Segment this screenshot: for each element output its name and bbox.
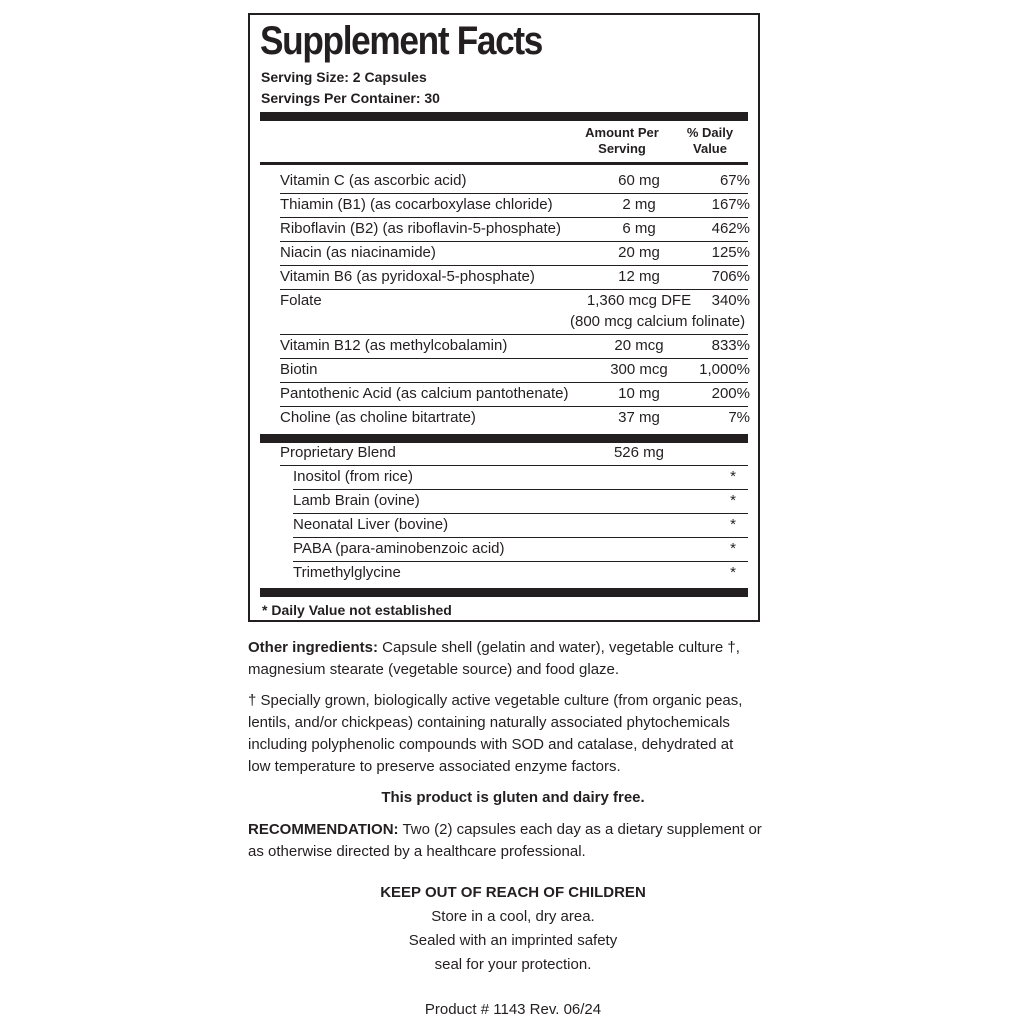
nutrient-amount: 6 mg — [622, 220, 656, 237]
blend-ingredient: Lamb Brain (ovine) — [293, 492, 420, 509]
header-divider — [260, 162, 748, 165]
nutrient-note: (800 mcg calcium folinate) — [570, 313, 746, 330]
nutrient-daily-value: 340% — [711, 292, 750, 309]
other-ingredients-label: Other ingredients: — [248, 639, 379, 656]
blend-ingredient: Inositol (from rice) — [293, 468, 414, 485]
row-divider — [280, 265, 748, 266]
row-divider — [293, 489, 748, 490]
row-divider — [280, 382, 748, 383]
recommendation-label: RECOMMENDATION: — [248, 821, 399, 838]
blend-ingredient: PABA (para-aminobenzoic acid) — [293, 540, 505, 557]
nutrient-amount: 20 mcg — [614, 337, 664, 354]
nutrient-name: Vitamin B6 (as pyridoxal-5-phosphate) — [280, 268, 535, 285]
nutrient-daily-value: 67% — [719, 172, 750, 189]
nutrient-name: Pantothenic Acid (as calcium pantothenate) — [280, 385, 569, 402]
blend-amount: 526 mg — [613, 444, 665, 461]
row-divider — [280, 217, 748, 218]
blend-ingredient: Trimethylglycine — [293, 564, 401, 581]
servings-per-container: Servings Per Container: 30 — [261, 90, 440, 106]
row-divider — [293, 561, 748, 562]
panel-title: Supplement Facts — [260, 19, 543, 63]
recommendation-line2: as otherwise directed by a healthcare professional. — [248, 843, 586, 860]
row-divider — [293, 537, 748, 538]
nutrient-name: Thiamin (B1) (as cocarboxylase chloride) — [280, 196, 553, 213]
recommendation-line1: Two (2) capsules each day as a dietary supplement or — [398, 821, 762, 838]
blend-ingredient: Neonatal Liver (bovine) — [293, 516, 449, 533]
storage-instruction: Store in a cool, dry area. — [431, 908, 595, 925]
serving-size: Serving Size: 2 Capsules — [261, 69, 427, 85]
amount-header: Amount Per Serving — [585, 125, 659, 156]
daily-value-header: % Daily Value — [686, 125, 734, 156]
nutrient-amount: 20 mg — [618, 244, 660, 261]
nutrient-name: Choline (as choline bitartrate) — [280, 409, 476, 426]
keep-out-warning: KEEP OUT OF REACH OF CHILDREN — [380, 884, 646, 901]
row-divider — [280, 465, 748, 466]
blend-divider — [260, 434, 748, 443]
nutrient-name: Niacin (as niacinamide) — [280, 244, 436, 261]
other-ingredients — [248, 637, 778, 681]
thick-divider — [260, 112, 748, 121]
row-divider — [280, 406, 748, 407]
row-divider — [293, 513, 748, 514]
nutrient-daily-value: 200% — [711, 385, 750, 402]
nutrient-amount: 12 mg — [618, 268, 660, 285]
row-divider — [280, 241, 748, 242]
nutrient-daily-value: 706% — [711, 268, 750, 285]
row-divider — [280, 289, 748, 290]
nutrient-daily-value: 167% — [711, 196, 750, 213]
nutrient-daily-value: 7% — [728, 409, 750, 426]
recommendation — [248, 819, 778, 863]
other-ingredients-line2: magnesium stearate (vegetable source) and food glaze. — [248, 661, 620, 678]
supplement-facts-panel — [248, 13, 760, 622]
blend-daily-value: * — [730, 468, 736, 485]
gluten-free-statement: This product is gluten and dairy free. — [381, 789, 645, 806]
nutrient-name: Folate — [280, 292, 322, 309]
nutrient-name: Riboflavin (B2) (as riboflavin-5-phosphate) — [280, 220, 561, 237]
seal-line1: Sealed with an imprinted safety — [408, 932, 618, 949]
blend-daily-value: * — [730, 564, 736, 581]
row-divider — [280, 193, 748, 194]
row-divider — [280, 334, 748, 335]
row-divider — [280, 358, 748, 359]
nutrient-amount: 300 mcg — [610, 361, 668, 378]
blend-daily-value: * — [730, 540, 736, 557]
bottom-divider — [260, 588, 748, 597]
warnings-block — [248, 881, 778, 977]
product-number: Product # 1143 Rev. 06/24 — [424, 1001, 602, 1018]
nutrient-daily-value: 1,000% — [699, 361, 750, 378]
nutrient-daily-value: 125% — [711, 244, 750, 261]
nutrient-name: Biotin — [280, 361, 318, 378]
nutrient-amount: 37 mg — [618, 409, 660, 426]
nutrient-daily-value: 462% — [711, 220, 750, 237]
nutrient-amount: 1,360 mcg DFE — [586, 292, 692, 309]
seal-line2: seal for your protection. — [434, 956, 592, 973]
other-ingredients-line1: Capsule shell (gelatin and water), vegetable culture †, — [378, 639, 740, 656]
nutrient-amount: 2 mg — [622, 196, 656, 213]
blend-daily-value: * — [730, 516, 736, 533]
nutrient-daily-value: 833% — [711, 337, 750, 354]
footnote: * Daily Value not established — [262, 602, 452, 618]
blend-name: Proprietary Blend — [280, 444, 396, 461]
nutrient-name: Vitamin C (as ascorbic acid) — [280, 172, 467, 189]
nutrient-amount: 60 mg — [618, 172, 660, 189]
nutrient-name: Vitamin B12 (as methylcobalamin) — [280, 337, 508, 354]
dagger-note: † Specially grown, biologically active vegetable culture (from organic peas, lentils, and/or chickpeas) containing naturally associated phytochemicals including polyphenolic compounds with SOD and catalase, dehydrated at low temperature to preserve associated enzyme factors. — [248, 692, 743, 775]
nutrient-amount: 10 mg — [618, 385, 660, 402]
blend-daily-value: * — [730, 492, 736, 509]
